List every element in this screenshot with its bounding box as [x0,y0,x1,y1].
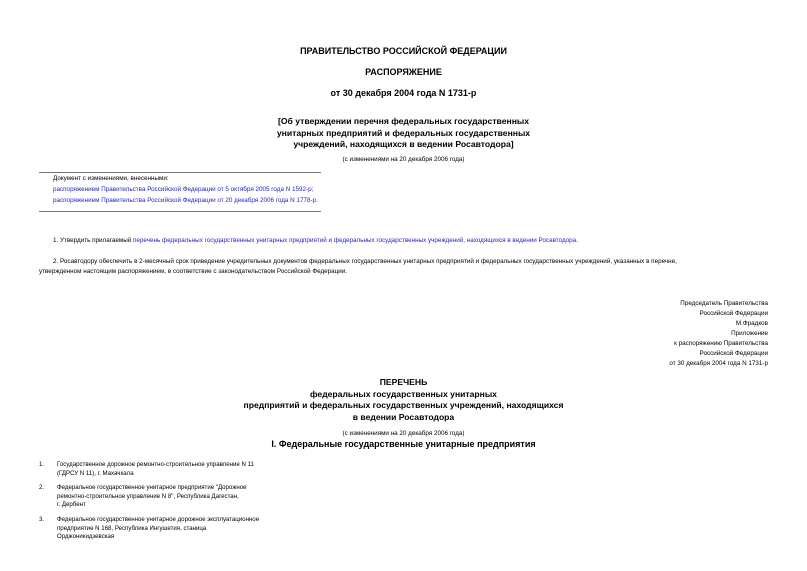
list-amended-note: (с изменениями на 20 декабря 2006 года) [342,430,465,437]
document-type: РАСПОРЯЖЕНИЕ [365,67,442,77]
list-item [39,461,297,478]
section-heading: I. Федеральные государственные унитарные предприятия [271,439,536,449]
appendix-label: Приложение [731,330,768,337]
paragraph-1-suffix: . [576,237,578,244]
changes-heading: Документ с изменениями, внесенными: [53,175,169,182]
appendix-ref: к распоряжению Правительства [674,340,768,347]
signature-block [680,299,768,329]
list-item-number: 1. [39,461,45,468]
paragraph-2 [39,257,769,277]
document-date-number: от 30 декабря 2004 года N 1731-р [330,88,477,98]
signature-country: Российской Федерации [699,310,768,317]
paragraph-1 [39,236,769,246]
enterprise-list [39,461,297,548]
paragraph-2-line-1: 2. Росавтодору обеспечить в 2-месячный срок приведение учредительных документов федеральных государственных унитарных предприятий и федеральных государственных учреждений, указанных в перечне, [53,258,677,265]
list-item-text: Федеральное государственное унитарное дорожное эксплуатационное предприятие N 168, Республика Ингушетия, станица Орджоникидзевская [57,515,260,541]
change-link-2[interactable]: распоряжением Правительства Российской Федерации от 20 декабря 2006 года N 1778-р. [53,197,318,204]
paragraph-2-line-2: утвержденном настоящим распоряжением, в соответствие с законодательством Российской Федерации. [39,268,348,275]
list-title-line: в ведении Росавтодора [352,411,455,422]
changes-bottom-rule [39,211,321,212]
list-item-number: 2. [39,484,45,492]
list-item-number: 3. [39,515,45,523]
list-item-text: Государственное дорожное ремонтно-строительное управление N 11 (ГДРСУ N 11), г. Махачкала [57,461,254,477]
list-title-line: предприятий и федеральных государственных учреждений, находящихся [243,400,564,410]
list-title-line: федеральных государственных унитарных [310,388,497,399]
document-title-line: учреждений, находящихся в ведении Росавтодора] [293,139,514,149]
list-item-text: Федеральное государственное унитарное предприятие "Дорожное ремонтно-строительное управление N 8", Республика Дагестан, г. Дербент [57,484,247,509]
signature-title: Председатель Правительства [680,300,768,307]
appendix-block [669,329,768,369]
list-link[interactable]: перечень федеральных государственных унитарных предприятий и федеральных государственных учреждений, находящихся в ведении Росавтодора [133,237,577,244]
document-title-line: унитарных предприятий и федеральных государственных [276,127,531,138]
list-title [0,377,807,423]
document-title [0,116,807,151]
signature-name: М.Фрадков [735,320,768,327]
government-heading: ПРАВИТЕЛЬСТВО РОССИЙСКОЙ ФЕДЕРАЦИИ [300,46,507,56]
change-link-1[interactable]: распоряжением Правительства Российской Федерации от 5 октября 2005 года N 1592-р; [53,186,314,193]
amended-note: (с изменениями на 20 декабря 2006 года) [342,156,465,163]
list-item [39,516,297,542]
paragraph-1-prefix: 1. Утвердить прилагаемый [53,237,134,244]
appendix-date: от 30 декабря 2004 года N 1731-р [669,360,768,367]
list-title-line: ПЕРЕЧЕНЬ [379,377,428,387]
document-title-line: [Об утверждении перечня федеральных государственных [277,116,529,126]
appendix-country: Российской Федерации [699,350,768,357]
changes-box [39,172,321,212]
list-item [39,484,297,510]
